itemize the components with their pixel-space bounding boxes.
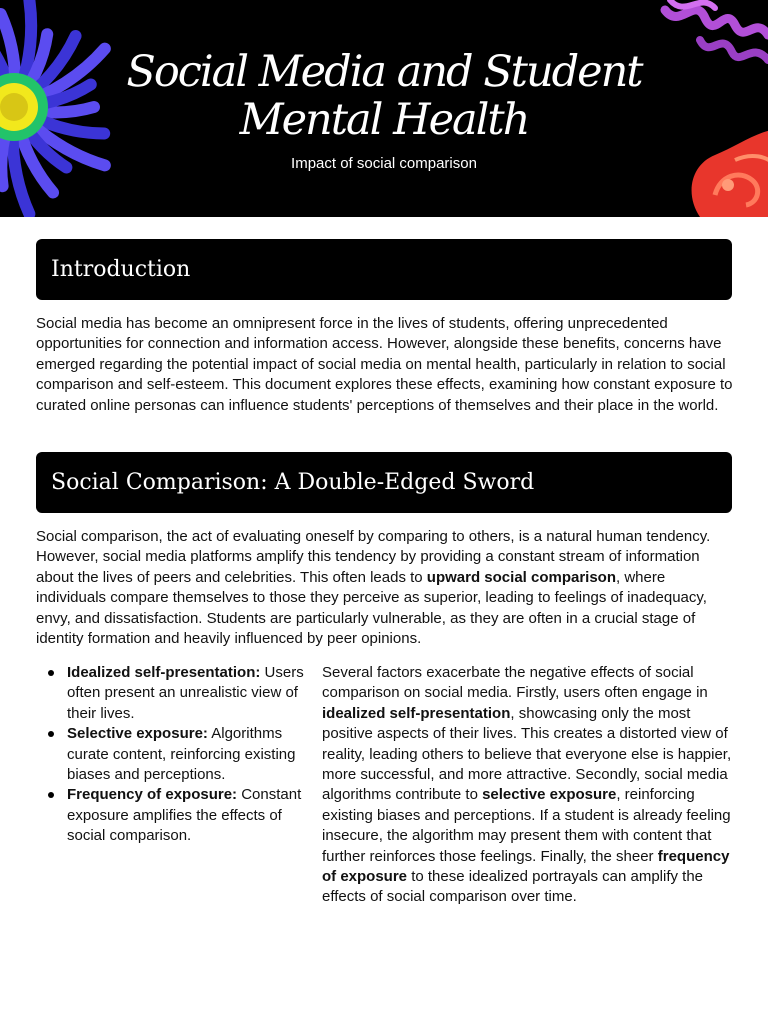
document-subtitle: Impact of social comparison — [291, 155, 477, 172]
bold-term: frequency of exposure — [322, 847, 730, 886]
title-line-2: Mental Health — [239, 95, 529, 145]
section-heading-social-comparison: Social Comparison: A Double-Edged Sword — [36, 452, 732, 513]
factors-paragraph: Several factors exacerbate the negative effects of social comparison on social media. Firstly, users often engage in idealized self-presentation, showcasing only the most positive aspects of their lives. This creates a distorted view of reality, leading others to believe that everyone else is happier, more successful, and more attractive. Secondly, social media algorithms contribute to selective exposure, reinforcing existing biases and perceptions. If a student is already feeling insecure, the algorithm may present them with content that further reinforces those feelings. Finally, the sheer frequency of exposure to these idealized portrayals can amplify the effects of social comparison over time. — [322, 664, 732, 906]
bold-term: selective exposure — [482, 786, 617, 804]
list-item: Frequency of exposure: Constant exposure amplifies the effects of social comparison. — [36, 785, 316, 846]
list-item: Idealized self-presentation: Users often present an unrealistic view of their lives. — [36, 663, 316, 724]
section-heading-introduction: Introduction — [36, 239, 732, 300]
comparison-paragraph: Social comparison, the act of evaluating oneself by comparing to others, is a natural human tendency. However, social media platforms amplify this tendency by providing a constant stream of information about the lives of peers and celebrities. This often leads to upward social comparison, where individuals compare themselves to those they perceive as superior, leading to feelings of inadequacy, envy, and dissatisfaction. Students are particularly vulnerable, as they are often in a crucial stage of identity formation and heavily influenced by peer opinions. — [36, 528, 711, 648]
title-line-1: Social Media and Student — [126, 47, 642, 97]
document-title — [0, 48, 768, 144]
bold-term: upward social comparison — [426, 568, 617, 586]
bullet-icon — [48, 792, 54, 798]
bullet-icon — [48, 731, 54, 737]
factor-bullet-list — [36, 663, 316, 847]
list-item: Selective exposure: Algorithms curate content, reinforcing existing biases and perceptions. — [36, 724, 316, 785]
bold-term: idealized self-presentation — [322, 704, 511, 722]
header-banner — [0, 0, 768, 217]
intro-paragraph: Social media has become an omnipresent force in the lives of students, offering unprecedented opportunities for connection and information access. However, alongside these benefits, concerns have emerged regarding the potential impact of social media on mental health, particularly in relation to social comparison and self-esteem. This document explores these effects, examining how constant exposure to curated online personas can influence students' perceptions of themselves and their place in the world. — [36, 315, 733, 414]
bullet-icon — [48, 670, 54, 676]
